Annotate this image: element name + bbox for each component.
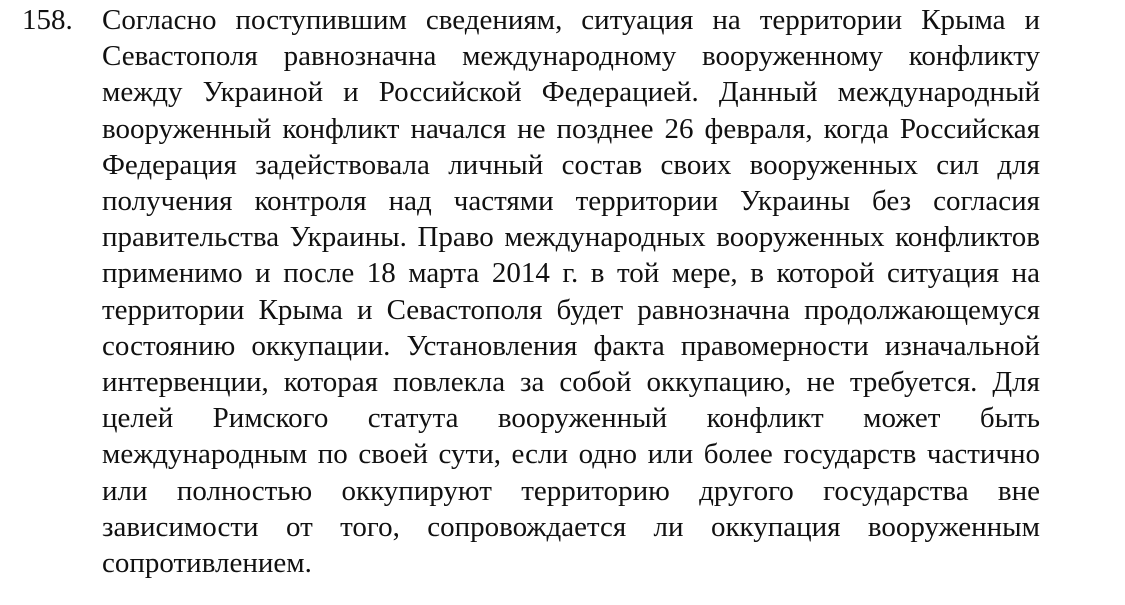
- text-line: или полностью оккупируют территорию другого государства вне: [102, 474, 1040, 507]
- text-line: между Украиной и Российской Федерацией. Данный международный: [102, 76, 1040, 109]
- paragraph-text: [102, 2, 1040, 581]
- text-line: Федерация задействовала личный состав своих вооруженных сил для: [102, 148, 1040, 181]
- text-line: международным по своей сути, если одно или более государств частично: [102, 438, 1040, 471]
- text-line: состоянию оккупации. Установления факта правомерности изначальной: [102, 329, 1040, 362]
- text-line: правительства Украины. Право международных вооруженных конфликтов: [102, 221, 1040, 254]
- text-line: интервенции, которая повлекла за собой оккупацию, не требуется. Для: [102, 366, 1040, 399]
- text-line: целей Римского статута вооруженный конфликт может быть: [102, 402, 1040, 435]
- paragraph-number: 158.: [22, 4, 73, 36]
- text-line: сопротивлением.: [102, 547, 312, 580]
- text-line: Севастополя равнозначна международному вооруженному конфликту: [102, 40, 1040, 73]
- text-line: применимо и после 18 марта 2014 г. в той мере, в которой ситуация на: [102, 257, 1040, 290]
- text-line: зависимости от того, сопровождается ли оккупация вооруженным: [102, 510, 1040, 543]
- text-line: получения контроля над частями территории Украины без согласия: [102, 185, 1040, 218]
- text-line: территории Крыма и Севастополя будет равнозначна продолжающемуся: [102, 293, 1040, 326]
- text-line: Согласно поступившим сведениям, ситуация на территории Крыма и: [102, 4, 1040, 36]
- text-line: вооруженный конфликт начался не позднее 26 февраля, когда Российская: [102, 112, 1040, 145]
